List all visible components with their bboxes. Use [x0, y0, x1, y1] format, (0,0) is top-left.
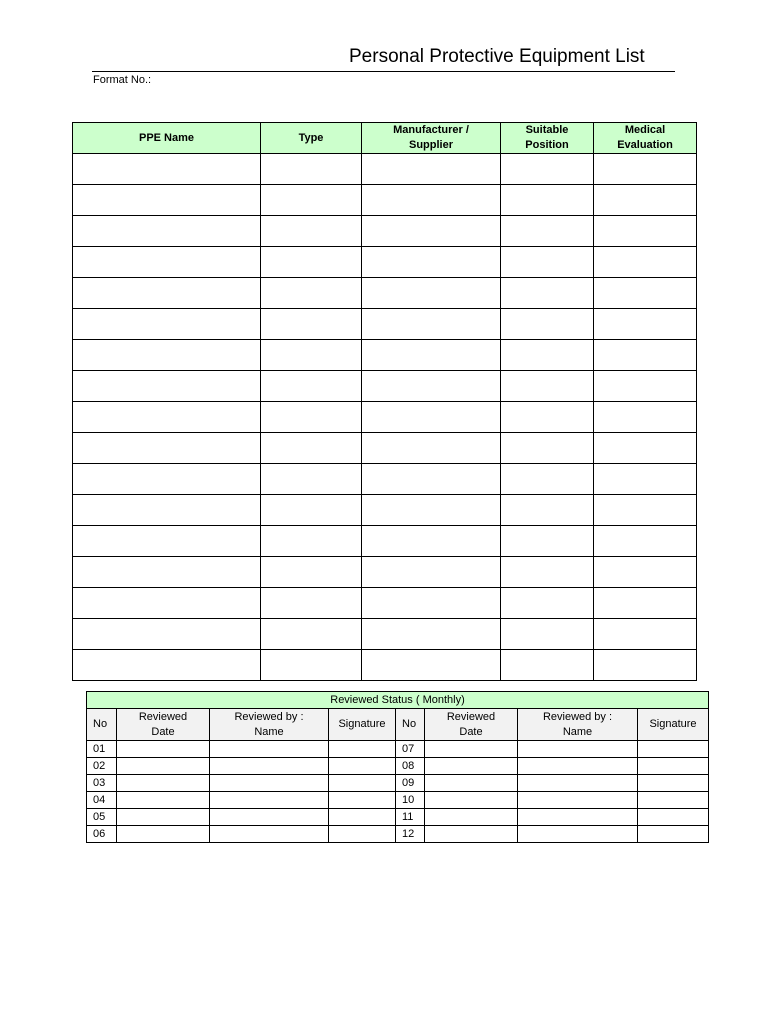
cell-medical-evaluation[interactable]: [594, 557, 697, 588]
review-row-number: 07: [396, 741, 425, 758]
reviewed-status-table: [86, 691, 709, 843]
cell-manufacturer-supplier[interactable]: [362, 619, 501, 650]
review-row-number: 10: [396, 792, 425, 809]
cell-signature[interactable]: [329, 741, 396, 758]
review-row: [87, 775, 709, 792]
ppe-table: [72, 122, 697, 681]
cell-signature[interactable]: [638, 775, 709, 792]
cell-signature[interactable]: [329, 809, 396, 826]
cell-medical-evaluation[interactable]: [594, 340, 697, 371]
cell-ppe-name[interactable]: [73, 185, 261, 216]
cell-medical-evaluation[interactable]: [594, 464, 697, 495]
cell-type[interactable]: [261, 650, 362, 681]
review-row-number: 04: [87, 792, 117, 809]
cell-suitable-position[interactable]: [501, 526, 594, 557]
cell-suitable-position[interactable]: [501, 247, 594, 278]
cell-type[interactable]: [261, 185, 362, 216]
cell-ppe-name[interactable]: [73, 216, 261, 247]
table-row: [73, 464, 697, 495]
cell-reviewed-date[interactable]: [425, 775, 518, 792]
cell-signature[interactable]: [638, 758, 709, 775]
cell-medical-evaluation[interactable]: [594, 371, 697, 402]
cell-suitable-position[interactable]: [501, 216, 594, 247]
cell-reviewed-by-name[interactable]: [518, 809, 638, 826]
cell-medical-evaluation[interactable]: [594, 309, 697, 340]
cell-type[interactable]: [261, 309, 362, 340]
cell-medical-evaluation[interactable]: [594, 216, 697, 247]
column-header-medical-evaluation: Medical Evaluation: [594, 123, 697, 154]
cell-type[interactable]: [261, 371, 362, 402]
cell-reviewed-by-name[interactable]: [210, 826, 329, 843]
cell-type[interactable]: [261, 154, 362, 185]
cell-signature[interactable]: [329, 826, 396, 843]
cell-ppe-name[interactable]: [73, 371, 261, 402]
cell-type[interactable]: [261, 557, 362, 588]
cell-manufacturer-supplier[interactable]: [362, 557, 501, 588]
cell-manufacturer-supplier[interactable]: [362, 495, 501, 526]
table-row: [73, 340, 697, 371]
cell-suitable-position[interactable]: [501, 588, 594, 619]
cell-manufacturer-supplier[interactable]: [362, 402, 501, 433]
review-row: [87, 758, 709, 775]
cell-suitable-position[interactable]: [501, 650, 594, 681]
cell-suitable-position[interactable]: [501, 495, 594, 526]
review-row-number: 12: [396, 826, 425, 843]
cell-medical-evaluation[interactable]: [594, 154, 697, 185]
cell-medical-evaluation[interactable]: [594, 526, 697, 557]
cell-manufacturer-supplier[interactable]: [362, 588, 501, 619]
cell-ppe-name[interactable]: [73, 557, 261, 588]
cell-reviewed-date[interactable]: [425, 809, 518, 826]
table-row: [73, 557, 697, 588]
table-row: [73, 402, 697, 433]
cell-medical-evaluation[interactable]: [594, 588, 697, 619]
column-header-reviewed-by-name: Reviewed by : Name: [210, 709, 329, 741]
cell-medical-evaluation[interactable]: [594, 495, 697, 526]
table-row: [73, 216, 697, 247]
table-row: [73, 247, 697, 278]
title-underline: [92, 71, 675, 72]
cell-manufacturer-supplier[interactable]: [362, 433, 501, 464]
cell-reviewed-date[interactable]: [425, 792, 518, 809]
cell-ppe-name[interactable]: [73, 278, 261, 309]
cell-reviewed-by-name[interactable]: [518, 826, 638, 843]
cell-reviewed-by-name[interactable]: [518, 741, 638, 758]
cell-type[interactable]: [261, 464, 362, 495]
cell-ppe-name[interactable]: [73, 402, 261, 433]
review-row: [87, 826, 709, 843]
cell-reviewed-date[interactable]: [117, 809, 210, 826]
cell-ppe-name[interactable]: [73, 650, 261, 681]
table-row: [73, 495, 697, 526]
cell-suitable-position[interactable]: [501, 185, 594, 216]
cell-reviewed-by-name[interactable]: [210, 775, 329, 792]
cell-medical-evaluation[interactable]: [594, 433, 697, 464]
ppe-table-header-row: [73, 123, 697, 154]
review-row-number: 01: [87, 741, 117, 758]
cell-ppe-name[interactable]: [73, 588, 261, 619]
review-row-number: 05: [87, 809, 117, 826]
cell-suitable-position[interactable]: [501, 340, 594, 371]
cell-manufacturer-supplier[interactable]: [362, 154, 501, 185]
cell-manufacturer-supplier[interactable]: [362, 650, 501, 681]
review-row-number: 08: [396, 758, 425, 775]
cell-medical-evaluation[interactable]: [594, 650, 697, 681]
cell-manufacturer-supplier[interactable]: [362, 309, 501, 340]
cell-signature[interactable]: [329, 775, 396, 792]
review-row-number: 11: [396, 809, 425, 826]
reviewed-status-title: Reviewed Status ( Monthly): [87, 692, 709, 709]
cell-reviewed-by-name[interactable]: [518, 758, 638, 775]
cell-reviewed-by-name[interactable]: [210, 809, 329, 826]
column-header-ppe-name: PPE Name: [73, 123, 261, 154]
cell-suitable-position[interactable]: [501, 557, 594, 588]
cell-signature[interactable]: [638, 792, 709, 809]
column-header-manufacturer-supplier: Manufacturer / Supplier: [362, 123, 501, 154]
column-header-reviewed-date: Reviewed Date: [425, 709, 518, 741]
table-row: [73, 371, 697, 402]
cell-type[interactable]: [261, 402, 362, 433]
cell-medical-evaluation[interactable]: [594, 185, 697, 216]
column-header-type: Type: [261, 123, 362, 154]
cell-reviewed-by-name[interactable]: [518, 775, 638, 792]
table-row: [73, 309, 697, 340]
cell-ppe-name[interactable]: [73, 464, 261, 495]
cell-reviewed-date[interactable]: [117, 826, 210, 843]
cell-type[interactable]: [261, 340, 362, 371]
cell-medical-evaluation[interactable]: [594, 619, 697, 650]
cell-reviewed-date[interactable]: [425, 826, 518, 843]
cell-type[interactable]: [261, 433, 362, 464]
cell-type[interactable]: [261, 526, 362, 557]
format-number-label: Format No.:: [93, 74, 152, 86]
table-row: [73, 588, 697, 619]
cell-suitable-position[interactable]: [501, 464, 594, 495]
cell-ppe-name[interactable]: [73, 309, 261, 340]
review-row-number: 02: [87, 758, 117, 775]
cell-reviewed-by-name[interactable]: [210, 741, 329, 758]
cell-suitable-position[interactable]: [501, 309, 594, 340]
cell-ppe-name[interactable]: [73, 154, 261, 185]
cell-ppe-name[interactable]: [73, 247, 261, 278]
column-header-no: No: [87, 709, 117, 741]
cell-signature[interactable]: [329, 758, 396, 775]
table-row: [73, 433, 697, 464]
column-header-signature: Signature: [638, 709, 709, 741]
cell-suitable-position[interactable]: [501, 619, 594, 650]
cell-ppe-name[interactable]: [73, 619, 261, 650]
cell-type[interactable]: [261, 278, 362, 309]
cell-medical-evaluation[interactable]: [594, 278, 697, 309]
cell-type[interactable]: [261, 247, 362, 278]
review-row: [87, 809, 709, 826]
review-row-number: 09: [396, 775, 425, 792]
cell-manufacturer-supplier[interactable]: [362, 278, 501, 309]
document-title: Personal Protective Equipment List: [349, 46, 645, 67]
cell-suitable-position[interactable]: [501, 154, 594, 185]
column-header-reviewed-date: Reviewed Date: [117, 709, 210, 741]
cell-ppe-name[interactable]: [73, 433, 261, 464]
cell-manufacturer-supplier[interactable]: [362, 464, 501, 495]
table-row: [73, 185, 697, 216]
table-row: [73, 154, 697, 185]
cell-reviewed-date[interactable]: [117, 792, 210, 809]
cell-signature[interactable]: [638, 741, 709, 758]
cell-reviewed-date[interactable]: [117, 741, 210, 758]
cell-manufacturer-supplier[interactable]: [362, 371, 501, 402]
cell-type[interactable]: [261, 588, 362, 619]
cell-ppe-name[interactable]: [73, 526, 261, 557]
cell-reviewed-date[interactable]: [425, 741, 518, 758]
table-row: [73, 619, 697, 650]
cell-reviewed-date[interactable]: [117, 758, 210, 775]
cell-ppe-name[interactable]: [73, 495, 261, 526]
cell-reviewed-by-name[interactable]: [210, 758, 329, 775]
cell-manufacturer-supplier[interactable]: [362, 216, 501, 247]
review-header-row: [87, 709, 709, 741]
cell-suitable-position[interactable]: [501, 371, 594, 402]
cell-suitable-position[interactable]: [501, 278, 594, 309]
review-row-number: 03: [87, 775, 117, 792]
cell-ppe-name[interactable]: [73, 340, 261, 371]
cell-type[interactable]: [261, 216, 362, 247]
cell-reviewed-by-name[interactable]: [210, 792, 329, 809]
cell-signature[interactable]: [638, 826, 709, 843]
review-row: [87, 792, 709, 809]
review-row-number: 06: [87, 826, 117, 843]
cell-type[interactable]: [261, 619, 362, 650]
cell-medical-evaluation[interactable]: [594, 247, 697, 278]
column-header-reviewed-by-name: Reviewed by : Name: [518, 709, 638, 741]
cell-reviewed-date[interactable]: [117, 775, 210, 792]
column-header-suitable-position: Suitable Position: [501, 123, 594, 154]
cell-signature[interactable]: [329, 792, 396, 809]
cell-manufacturer-supplier[interactable]: [362, 247, 501, 278]
cell-suitable-position[interactable]: [501, 402, 594, 433]
cell-manufacturer-supplier[interactable]: [362, 340, 501, 371]
cell-manufacturer-supplier[interactable]: [362, 185, 501, 216]
cell-type[interactable]: [261, 495, 362, 526]
column-header-no: No: [396, 709, 425, 741]
cell-reviewed-by-name[interactable]: [518, 792, 638, 809]
cell-reviewed-date[interactable]: [425, 758, 518, 775]
review-row: [87, 741, 709, 758]
table-row: [73, 278, 697, 309]
cell-manufacturer-supplier[interactable]: [362, 526, 501, 557]
table-row: [73, 526, 697, 557]
cell-suitable-position[interactable]: [501, 433, 594, 464]
table-row: [73, 650, 697, 681]
cell-medical-evaluation[interactable]: [594, 402, 697, 433]
cell-signature[interactable]: [638, 809, 709, 826]
column-header-signature: Signature: [329, 709, 396, 741]
